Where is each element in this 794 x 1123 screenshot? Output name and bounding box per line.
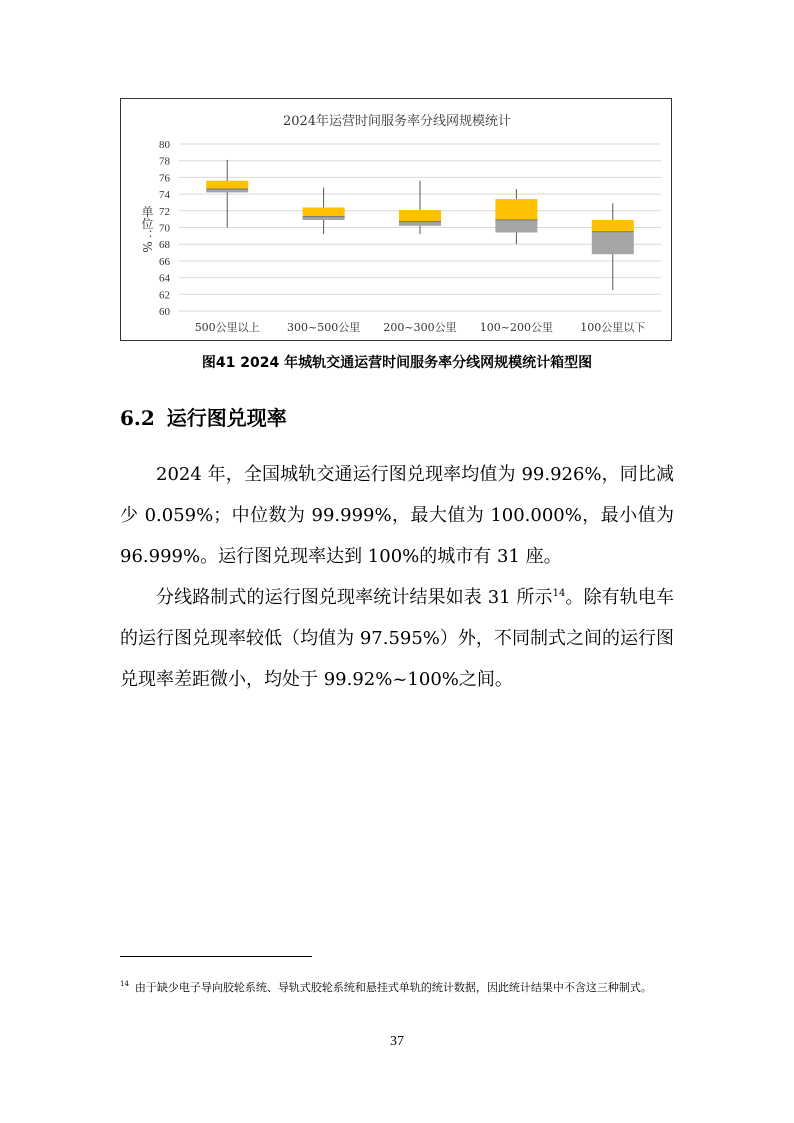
section-heading (120, 402, 287, 431)
box-upper (592, 220, 634, 232)
footnote-text: 由于缺少电子导向胶轮系统、导轨式胶轮系统和悬挂式单轨的统计数据，因此统计结果中不含这三种制式。 (134, 981, 652, 994)
y-tick-label: 80 (159, 139, 170, 151)
y-axis-label: 单位：% (140, 205, 154, 253)
y-tick-label: 70 (159, 222, 170, 235)
x-tick-label: 100~200公里 (479, 321, 554, 334)
figure-caption: 图41 2024 年城轨交通运营时间服务率分线网规模统计箱型图 (201, 355, 593, 371)
x-tick-label: 300~500公里 (286, 321, 361, 334)
box-lower (592, 232, 634, 255)
y-tick-label: 66 (159, 255, 170, 268)
paragraph-2 (120, 577, 674, 700)
footnote (120, 976, 676, 1000)
box-lower (495, 220, 537, 233)
y-tick-label: 64 (159, 272, 170, 285)
boxplot-chart (120, 98, 672, 341)
paragraph-2-part-2: 。除有轨电车的运行图兑现率较低（均值为 97.595%）外，不同制式之间的运行图兑现率差距微小，均处于 99.92%~100%之间。 (120, 587, 674, 690)
paragraph-1: 2024 年，全国城轨交通运行图兑现率均值为 99.926%，同比减少 0.059%；中位数为 99.999%，最大值为 100.000%，最小值为 96.999%。运行图兑现率达到 100%的城市有 31 座。 (120, 464, 674, 567)
footnote-reference[interactable]: 14 (552, 588, 566, 599)
x-tick-label: 100公里以下 (580, 321, 646, 334)
section-title: 运行图兑现率 (166, 406, 287, 430)
box-upper (303, 207, 345, 216)
chart-svg (121, 99, 673, 342)
y-tick-label: 68 (159, 239, 170, 252)
footnote-marker: 14 (120, 980, 129, 989)
page-number: 37 (390, 1034, 404, 1049)
y-tick-label: 62 (159, 289, 170, 302)
box-lower (399, 222, 441, 226)
y-tick-label: 72 (159, 205, 170, 218)
box-upper (399, 210, 441, 222)
y-tick-label: 76 (159, 172, 170, 185)
body-text (120, 454, 674, 700)
y-tick-label: 60 (159, 306, 170, 318)
section-number: 6.2 (120, 406, 155, 430)
paragraph-2-part-1: 分线路制式的运行图兑现率统计结果如表 31 所示 (156, 587, 553, 608)
box-upper (206, 181, 248, 189)
y-tick-label: 74 (159, 189, 170, 202)
box-upper (495, 199, 537, 220)
footnote-divider (120, 956, 312, 957)
y-tick-label: 78 (159, 155, 170, 168)
chart-title: 2024年运营时间服务率分线网规模统计 (282, 114, 512, 129)
x-tick-label: 500公里以上 (194, 321, 260, 334)
x-tick-label: 200~300公里 (383, 321, 457, 334)
